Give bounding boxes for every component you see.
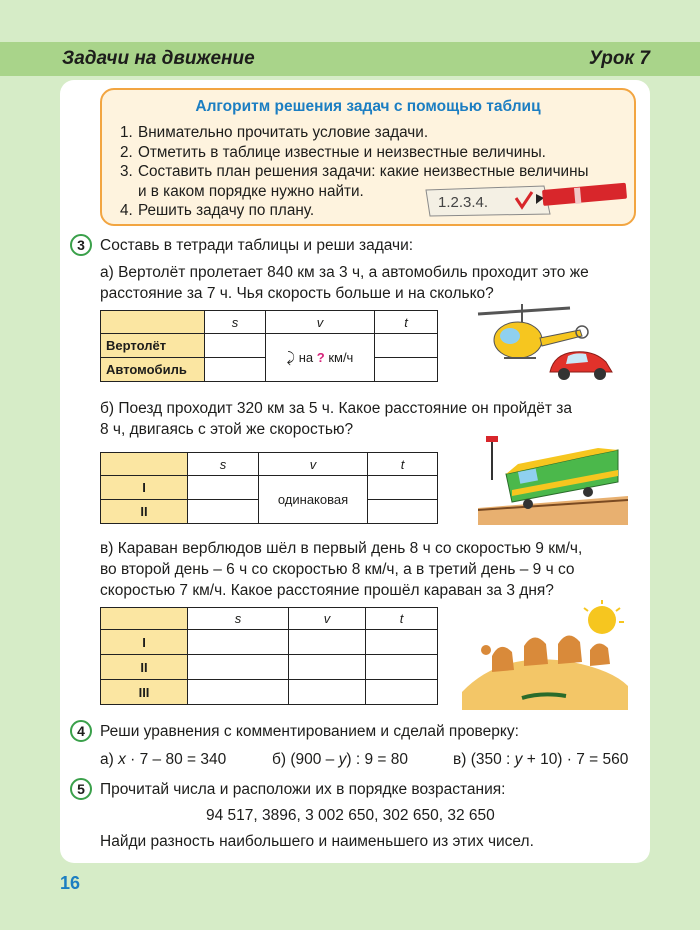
algorithm-step: 3. Составить план решения задачи: какие неизвестные величины <box>120 163 589 180</box>
column-header: s <box>188 608 289 630</box>
table-cell <box>188 655 289 680</box>
row-header: I <box>101 476 188 500</box>
table-cell <box>188 500 259 524</box>
task-number-badge: 4 <box>70 720 92 742</box>
column-header: v <box>289 608 366 630</box>
difference-prefix: на <box>298 350 314 365</box>
algorithm-step: 1. Внимательно прочитать условие задачи. <box>120 124 429 141</box>
task3b-table <box>100 452 438 524</box>
column-header: v <box>266 311 375 334</box>
equation-b: б) (900 – y) : 9 = 80 <box>272 751 408 768</box>
equation-a: а) x · 7 – 80 = 340 <box>100 751 227 768</box>
arrow-icon: ⤸ <box>286 349 296 365</box>
table-cell <box>366 630 438 655</box>
table-corner <box>101 311 205 334</box>
row-header: II <box>101 500 188 524</box>
page-number: 16 <box>60 873 81 893</box>
pencil-label: 1.2.3.4. <box>438 194 489 211</box>
table-cell <box>366 680 438 705</box>
table-cell <box>375 358 438 382</box>
row-header: I <box>101 630 188 655</box>
table-cell <box>188 630 289 655</box>
column-header: t <box>368 453 438 476</box>
table-cell <box>188 476 259 500</box>
algorithm-step-continued: и в каком порядке нужно найти. <box>138 182 364 200</box>
table-cell <box>368 476 438 500</box>
speed-difference-cell <box>266 334 375 382</box>
train-illustration <box>478 430 628 525</box>
row-header: Автомобиль <box>101 358 205 382</box>
algorithm-step: 4. Решить задачу по плану. <box>120 202 315 219</box>
column-header: s <box>188 453 259 476</box>
table-corner <box>101 453 188 476</box>
table-cell <box>205 334 266 358</box>
task3a-table <box>100 310 438 382</box>
task3b-text-line2: 8 ч, двигаясь с этой же скоростью? <box>100 421 354 438</box>
pencil-illustration <box>424 180 630 220</box>
question-mark: ? <box>316 350 325 365</box>
task5-instruction: Прочитай числа и расположи их в порядке возрастания: <box>100 781 506 798</box>
task3a-text-line2: расстояние за 7 ч. Чья скорость больше и на сколько? <box>100 285 494 302</box>
task-number-badge: 3 <box>70 234 92 256</box>
same-speed-cell: одинаковая <box>259 476 368 524</box>
column-header: t <box>375 311 438 334</box>
table-cell <box>368 500 438 524</box>
table-cell <box>289 630 366 655</box>
helicopter-car-illustration <box>470 300 620 385</box>
task3c-text-line2: во второй день – 6 ч со скоростью 8 км/ч, а в третий день – 9 ч со <box>100 561 575 578</box>
task3c-table <box>100 607 438 705</box>
task5-question: Найди разность наибольшего и наименьшего из этих чисел. <box>100 833 534 850</box>
page-header <box>0 42 700 76</box>
algorithm-step: 2. Отметить в таблице известные и неизвестные величины. <box>120 143 546 161</box>
task3a-text-line1: а) Вертолёт пролетает 840 км за 3 ч, а автомобиль проходит это же <box>100 264 589 281</box>
task4-instruction: Реши уравнения с комментированием и сделай проверку: <box>100 723 519 740</box>
equation-c: в) (350 : y + 10) · 7 = 560 <box>453 751 629 768</box>
table-cell <box>375 334 438 358</box>
table-cell <box>289 655 366 680</box>
table-cell <box>366 655 438 680</box>
table-corner <box>101 608 188 630</box>
task3c-text-line3: скоростью 7 км/ч. Какое расстояние прошёл караван за 3 дня? <box>100 582 554 599</box>
task-number-badge: 5 <box>70 778 92 800</box>
row-header: Вертолёт <box>101 334 205 358</box>
chapter-title: Задачи на движение <box>62 48 255 69</box>
task3c-text-line1: в) Караван верблюдов шёл в первый день 8 ч со скоростью 9 км/ч, <box>100 540 583 557</box>
difference-unit: км/ч <box>328 350 354 365</box>
lesson-label: Урок 7 <box>588 48 650 69</box>
column-header: t <box>366 608 438 630</box>
table-cell <box>289 680 366 705</box>
task3b-text-line1: б) Поезд проходит 320 км за 5 ч. Какое расстояние он пройдёт за <box>100 400 573 417</box>
row-header: II <box>101 655 188 680</box>
table-cell <box>188 680 289 705</box>
task5-numbers: 94 517, 3896, 3 002 650, 302 650, 32 650 <box>206 807 495 824</box>
row-header: III <box>101 680 188 705</box>
task3-instruction: Составь в тетради таблицы и реши задачи: <box>100 237 414 254</box>
table-cell <box>205 358 266 382</box>
column-header: v <box>259 453 368 476</box>
camel-caravan-illustration <box>462 600 628 710</box>
column-header: s <box>205 311 266 334</box>
algorithm-title: Алгоритм решения задач с помощью таблиц <box>195 98 541 115</box>
